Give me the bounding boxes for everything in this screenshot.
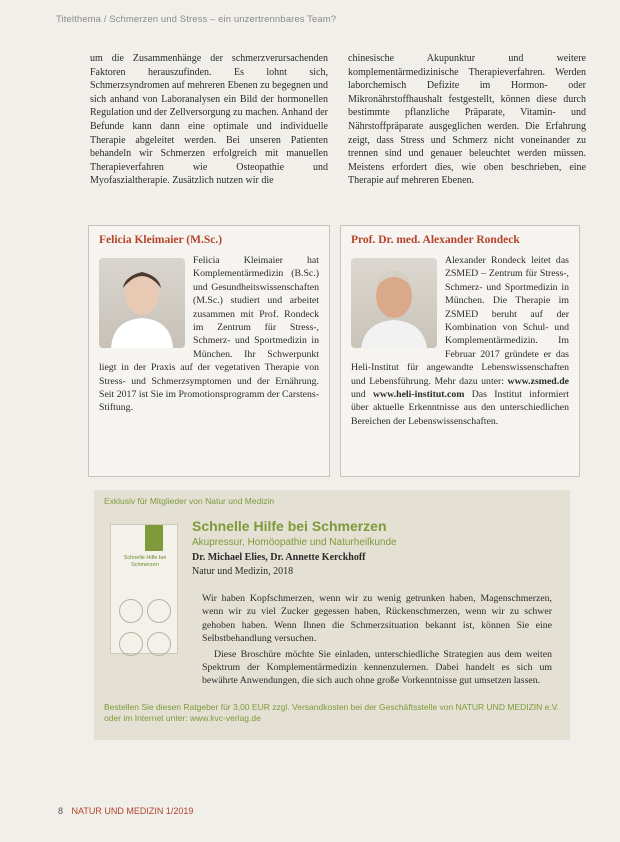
promo-paragraph: Diese Broschüre möchte Sie einladen, unterschiedliche Strategien aus dem weiten Spektrum der Komplementärmedizin kennenzulernen. Dabei handelt es sich um bewährte Anwendungen, die sich auch ohne große Vorkenntnisse gut umsetzen lassen. xyxy=(202,648,552,687)
book-promo-box xyxy=(94,490,570,740)
book-flag-icon xyxy=(145,525,163,551)
book-cover-title: Schnelle Hilfe bei Schmerzen xyxy=(123,555,167,568)
author-name: Prof. Dr. med. Alexander Rondeck xyxy=(351,234,520,246)
website-link-heli[interactable]: www.heli-institut.com xyxy=(372,389,465,401)
promo-authors: Dr. Michael Elies, Dr. Annette Kerckhoff xyxy=(192,552,366,563)
author-box-kleimaier xyxy=(88,225,330,477)
book-cover-illustrations xyxy=(117,597,173,663)
promo-tag: Exklusiv für Mitglieder von Natur und Medizin xyxy=(104,496,275,506)
promo-publisher: Natur und Medizin, 2018 xyxy=(192,566,294,577)
promo-body xyxy=(202,592,552,690)
page-footer xyxy=(58,806,193,816)
promo-paragraph: Wir haben Kopfschmerzen, wenn wir zu wenig getrunken haben, Magenschmerzen, wenn wir zu viel Zucker gegessen haben, Rückenschmerzen, wenn wir zu schwer gehoben haben. Wenn Ihnen die Schmerzsituation bekannt ist, können Sie eine Selbstbehandlung versuchen. xyxy=(202,593,552,645)
promo-subtitle: Akupressur, Homöopathie und Naturheilkunde xyxy=(192,537,397,548)
page-number: 8 xyxy=(58,806,64,816)
author-bio: Alexander Rondeck leitet das ZSMED – Zentrum für Stress-, Schmerz- und Sportmedizin in München. Die Therapie im ZSMED beruht auf der Kombination von Schul- und Komplementärmedizin. Im Februar 2017 gründete er das Heli-Institut für angewandte Lebenswissenschaften und Lebensführung. Mehr dazu unter: www.zsmed.de und www.heli-institut.com Das Institut informiert über aktuelle Erkenntnisse aus den unterschiedlichen Bereichen der Lebenswissenschaften. xyxy=(351,255,569,427)
website-link-zsmed[interactable]: www.zsmed.de xyxy=(507,375,569,387)
magazine-issue: NATUR UND MEDIZIN 1/2019 xyxy=(71,806,194,816)
article-column-right: chinesische Akupunktur und weitere komplementärmedizinische Therapieverfahren. Werden laborchemisch Defizite im Hormon- oder Mikronährstoffhaushalt festgestellt, können diese durch bestimmte pflanzliche Präparate, Vitamin- und Nährstoffpräparate ausgeglichen werden. Die Erfahrung zeigt, dass Stress und Schmerz nicht voneinander zu trennen sind und genauer beleuchtet werden müssen. Meistens erfordert dies, wie oben beschrieben, eine Therapie auf mehreren Ebenen. xyxy=(348,53,586,187)
author-name: Felicia Kleimaier (M.Sc.) xyxy=(99,234,223,246)
author-bio: Felicia Kleimaier hat Komplementärmedizin (B.Sc.) und Gesundheitswissenschaften (M.Sc.) studiert und arbeitet zusammen mit Prof. Rondeck im Zentrum für Stress-, Schmerz- und Sportmedizin in München. Ihr Schwerpunkt liegt in der Praxis auf der vegetativen Therapie von Stress- und Schmerzsymptomen und der Ernährung. Seit 2017 ist Sie im Promotionsprogramm der Carstens-Stiftung. xyxy=(99,255,319,414)
order-note: Bestellen Sie diesen Ratgeber für 3,00 EUR zzgl. Versandkosten bei der Geschäftsstelle von NATUR UND MEDIZIN e.V. oder im Internet unter: www.kvc-verlag.de xyxy=(104,702,559,723)
author-box-rondeck xyxy=(340,225,580,477)
article-column-left: um die Zusammenhänge der schmerzverursachenden Faktoren herauszufinden. Es lohnt sich, Schmerzsyndromen auf mehreren Ebenen zu begegnen und sich anhand von Laboranalysen ein Bild der hormonellen Regulation und der Zellversorgung zu machen. Anhand der Befunde kann dann eine optimale und individuelle Therapie abgeleitet werden. Bei unseren Patienten behandeln wir Schmerzen erfolgreich mit manuellen Therapieverfahren wie Osteopathie und Myofaszialtherapie. Zusätzlich nutzen wir die xyxy=(90,53,328,187)
author-photo xyxy=(99,258,185,348)
promo-title: Schnelle Hilfe bei Schmerzen xyxy=(192,518,387,534)
running-header: Titelthema / Schmerzen und Stress – ein unzertrennbares Team? xyxy=(56,14,337,25)
book-cover xyxy=(110,524,178,654)
author-photo xyxy=(351,258,437,348)
